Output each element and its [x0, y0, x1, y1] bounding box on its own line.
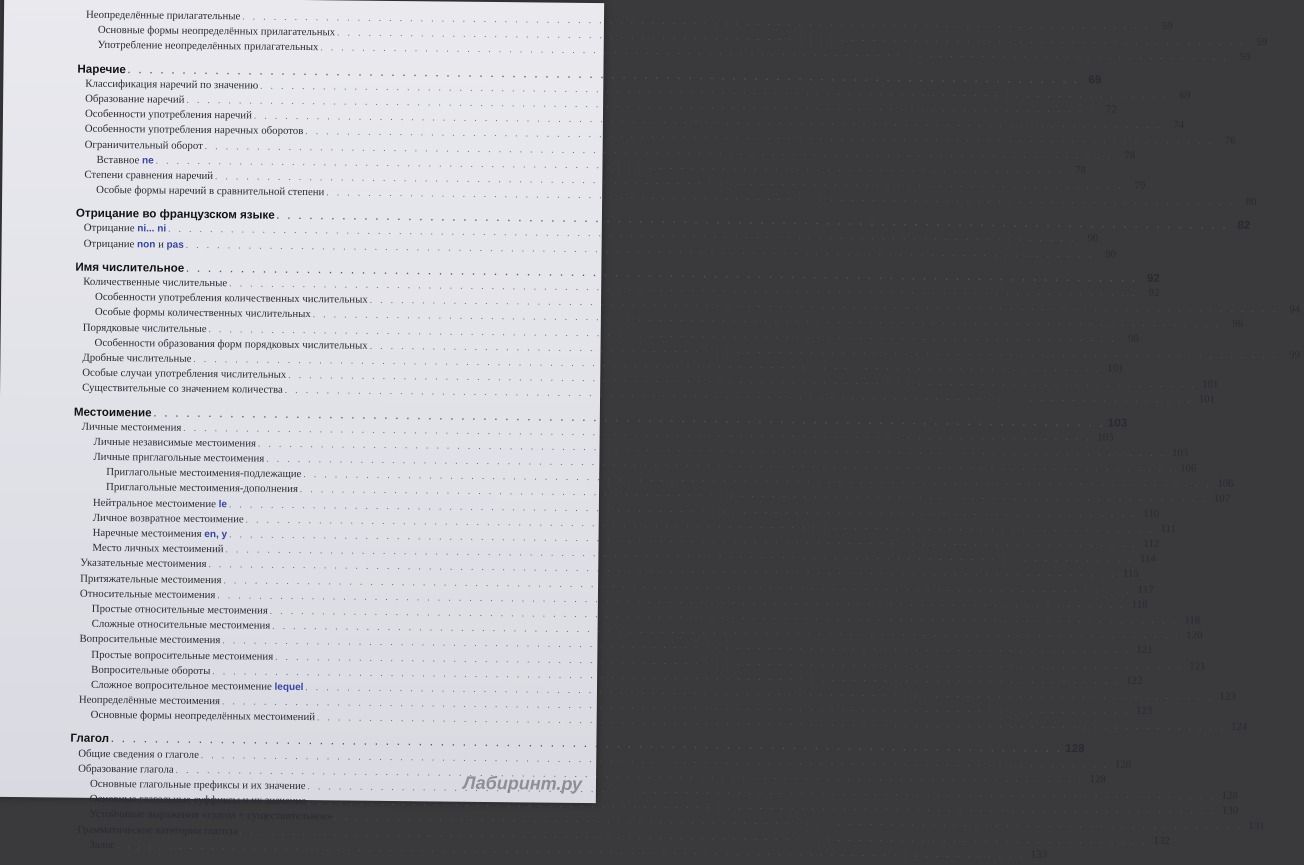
- toc-entry-title: [74, 404, 152, 420]
- toc-entry-text: Личные приглагольные местоимения: [93, 450, 265, 465]
- toc-entry-text: Основные глагольные префиксы и их значение: [89, 777, 306, 793]
- toc-entry-text: Образование глагола: [78, 762, 174, 776]
- page-number: 128: [1114, 758, 1132, 771]
- toc-entry-text: Отрицание: [83, 237, 138, 250]
- toc-entry-text: Приглагольные местоимения-дополнения: [106, 481, 299, 496]
- page-number: 74: [1173, 119, 1185, 132]
- page-number: 69: [1179, 88, 1191, 102]
- page-number: 101: [1202, 378, 1219, 391]
- french-term: le: [218, 498, 228, 510]
- page-number: 101: [1107, 362, 1124, 375]
- toc-entry-text: Отрицание: [83, 222, 138, 235]
- toc-entry-title: [84, 168, 213, 185]
- page-number: 69: [1088, 72, 1102, 86]
- toc-entry-title: [75, 259, 184, 275]
- toc-entry-title: [80, 571, 222, 588]
- toc-entry-text: Личные независимые местоимения: [93, 435, 257, 450]
- toc-entry-text: Особенности употребления количественных числительных: [95, 291, 368, 306]
- toc-entry-text: Особые формы наречий в сравнительной степени: [96, 183, 325, 199]
- toc-entry-title: [84, 221, 166, 237]
- page-number: 92: [1148, 286, 1160, 299]
- toc-entry-title: [83, 275, 227, 292]
- toc-entry-text: Грамматические категории глагола: [77, 823, 238, 837]
- toc-entry-title: [98, 38, 319, 56]
- toc-entry-text: Основные формы неопределённых местоимений: [90, 709, 316, 724]
- french-term: ne: [141, 155, 154, 167]
- page-number: 96: [1232, 318, 1244, 331]
- page-number: 112: [1143, 537, 1160, 551]
- toc-entry-text: Место личных местоимений: [92, 542, 224, 556]
- page-number: 106: [1217, 477, 1234, 491]
- page-number: 92: [1146, 271, 1160, 285]
- toc-entry-title: [86, 8, 240, 25]
- toc-entry-text: Образование наречий: [85, 92, 185, 106]
- toc-entry-title: [79, 693, 220, 710]
- toc-entry-text: Основные формы неопределённых прилагательных: [97, 24, 336, 39]
- page-number: 72: [1105, 103, 1117, 116]
- toc-entry-title: [96, 153, 153, 169]
- toc-entry-title: [83, 320, 207, 336]
- toc-entry-text: Количественные числительные: [83, 275, 228, 290]
- toc-entry-text: Притяжательные местоимения: [80, 572, 222, 586]
- toc-entry-title: [82, 419, 182, 435]
- french-term: pas: [166, 239, 184, 251]
- toc-entry-title: [80, 556, 206, 573]
- toc-entry-title: [80, 586, 216, 603]
- page-number: 124: [1230, 721, 1248, 734]
- toc-entry-title: [89, 838, 115, 853]
- toc-entry-title: [85, 76, 258, 93]
- toc-entry-title: [84, 236, 184, 252]
- toc-entry-text: Отрицание во французском языке: [75, 206, 275, 222]
- page-number: 110: [1143, 507, 1160, 520]
- toc-entry-text: Сложные относительные местоимения: [91, 617, 271, 632]
- toc-entry-title: [96, 183, 324, 201]
- toc-entry-title: [78, 746, 199, 762]
- toc-entry-title: [92, 541, 223, 558]
- page-number: 80: [1245, 195, 1257, 209]
- page-number: 82: [1237, 219, 1251, 233]
- page-number: 94: [1289, 303, 1301, 316]
- toc-entry-title: [93, 511, 244, 528]
- page-number: 99: [1289, 349, 1300, 362]
- toc-entry-text: Ограничительный оборот: [84, 138, 203, 152]
- page-number: 103: [1107, 415, 1128, 430]
- toc-entry-text: Сложное вопросительное местоимение: [90, 678, 275, 693]
- toc-entry-title: [91, 663, 210, 679]
- page-number: 101: [1198, 393, 1216, 406]
- page-number: 59: [1161, 20, 1173, 33]
- labirint-watermark: Лабиринт.ру: [462, 772, 583, 794]
- toc-entry-text: Особые случаи употребления числительных: [82, 366, 287, 381]
- page-number: 118: [1184, 614, 1201, 627]
- page-number: 90: [1087, 232, 1099, 245]
- toc-entry-text: Приглагольные местоимения-подлежащие: [106, 466, 302, 481]
- page-number: 79: [1134, 179, 1146, 192]
- toc-entry-title: [85, 137, 203, 153]
- page-number: 103: [1097, 431, 1114, 444]
- page-number: 114: [1139, 552, 1156, 566]
- page-number: 120: [1186, 629, 1203, 642]
- page-number: 128: [1221, 789, 1238, 802]
- page-number: 131: [1248, 820, 1265, 833]
- toc-entry-text: Существительные со значением количества: [82, 382, 283, 397]
- page-number: 78: [1124, 149, 1136, 162]
- toc-entry-text: и: [155, 238, 167, 251]
- table-of-contents: [69, 8, 1301, 861]
- toc-entry-title: [78, 762, 174, 778]
- page-number: 128: [1065, 742, 1085, 756]
- toc-entry-text: Вставное: [96, 153, 143, 167]
- toc-entry-text: Особенности образования форм порядковых числительных: [94, 336, 368, 352]
- toc-entry-title: [93, 435, 256, 452]
- page-number: 103: [1171, 447, 1189, 460]
- toc-entry-text: Неопределённые местоимения: [78, 693, 221, 708]
- toc-entry-title: [93, 526, 228, 543]
- toc-entry-title: [93, 495, 227, 512]
- page-number: 118: [1131, 598, 1148, 611]
- toc-entry-text: Местоимение: [73, 405, 152, 419]
- french-term: non: [137, 238, 156, 251]
- toc-entry-text: Вопросительные местоимения: [79, 633, 221, 647]
- toc-entry-text: Порядковые числительные: [82, 321, 207, 335]
- toc-entry-text: Простые относительные местоимения: [91, 602, 268, 617]
- toc-entry-text: Устойчивые выражения «глагол + существительное»: [89, 808, 333, 823]
- toc-entry-title: [85, 92, 185, 108]
- toc-entry-text: Вопросительные обороты: [91, 663, 211, 677]
- toc-entry-title: [77, 822, 237, 839]
- toc-entry-text: Личное возвратное местоимение: [92, 511, 244, 526]
- page-number: 117: [1137, 583, 1154, 596]
- page-number: 122: [1126, 674, 1143, 687]
- toc-entry-text: Неопределённые прилагательные: [85, 8, 241, 23]
- page-number: 59: [1256, 36, 1268, 49]
- toc-entry-text: Наречные местоимения: [92, 526, 205, 541]
- toc-entry-title: [91, 708, 316, 726]
- page-number: 111: [1160, 522, 1176, 535]
- page-number: 130: [1221, 804, 1239, 818]
- page-number: 121: [1189, 659, 1206, 672]
- page-number: 121: [1136, 644, 1153, 657]
- toc-entry-text: Относительные местоимения: [79, 587, 216, 601]
- page-number: 133: [1030, 848, 1048, 861]
- toc-entry-text: Залог: [89, 838, 115, 851]
- toc-entry-text: Особенности употребления наречий: [84, 107, 252, 122]
- toc-entry-text: Личные местоимения: [81, 420, 182, 434]
- page-number: 107: [1213, 493, 1231, 506]
- page-number: 59: [1239, 51, 1251, 64]
- toc-entry-text: Особые формы количественных числительных: [94, 306, 311, 321]
- toc-entry-text: Общие сведения о глаголе: [78, 747, 199, 761]
- toc-entry-text: Дробные числительные: [82, 351, 192, 365]
- toc-entry-text: Нейтральное местоимение: [92, 496, 219, 510]
- toc-entry-title: [82, 351, 191, 367]
- toc-entry-title: [70, 731, 109, 747]
- toc-entry-title: [77, 61, 126, 77]
- french-term: lequel: [274, 681, 304, 693]
- toc-entry-text: Глагол: [70, 732, 110, 746]
- toc-entry-text: Употребление неопределённых прилагательных: [97, 39, 319, 54]
- toc-entry-title: [85, 107, 252, 124]
- page-number: 78: [1075, 163, 1086, 176]
- toc-entry-title: [82, 381, 283, 398]
- toc-entry-text: Наречие: [77, 62, 126, 76]
- toc-entry-text: Указательные местоимения: [80, 557, 207, 571]
- toc-entry-title: [79, 632, 220, 649]
- toc-entry-text: Имя числительное: [75, 260, 185, 275]
- french-term: ni... ni: [137, 223, 167, 236]
- toc-entry-text: Простые вопросительные местоимения: [91, 648, 274, 663]
- page-number: 123: [1135, 704, 1153, 718]
- page-number: 98: [1127, 332, 1139, 345]
- toc-entry-text: Особенности употребления наречных оборотов: [84, 123, 304, 138]
- toc-entry-text: Основные глагольные суффиксы и их значение: [89, 793, 307, 808]
- page-number: 115: [1122, 568, 1139, 581]
- page-number: 128: [1089, 773, 1106, 786]
- french-term: en, y: [204, 529, 228, 541]
- toc-entry-text: Классификация наречий по значению: [85, 77, 259, 92]
- page-number: 123: [1219, 690, 1236, 703]
- page-number: 90: [1105, 248, 1117, 261]
- page-number: 132: [1153, 834, 1170, 847]
- toc-entry-text: Степени сравнения наречий: [84, 168, 214, 182]
- toc-entry-title: [93, 450, 264, 467]
- page-number: 76: [1224, 134, 1236, 148]
- page-number: 106: [1180, 462, 1197, 475]
